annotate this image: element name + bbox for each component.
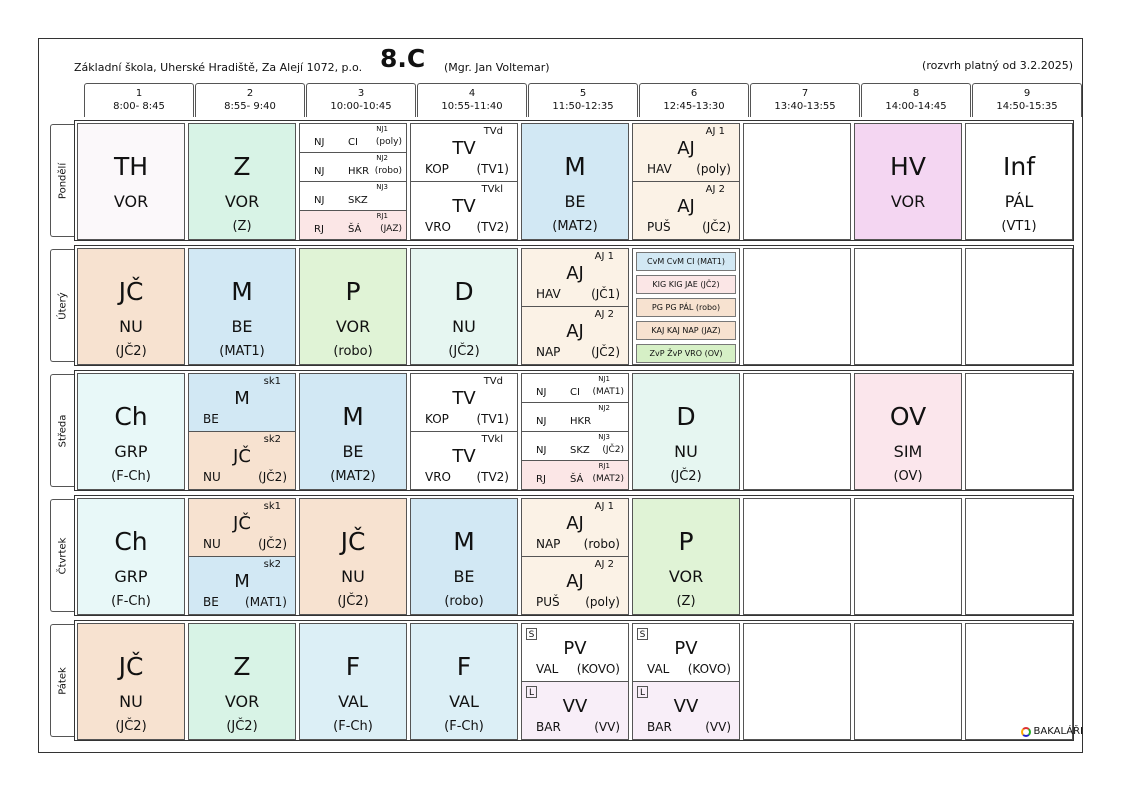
lesson-subject: AJ [566,321,584,342]
lesson-teacher: NAP [536,537,561,551]
week-mark: S [526,628,537,640]
lesson-room: (Z) [232,219,252,234]
lesson-room: (JČ2) [258,470,287,484]
lesson-cell[interactable] [632,373,740,490]
lesson-cell[interactable] [188,123,296,240]
lesson-cell[interactable] [299,248,407,365]
lesson-cell[interactable] [521,248,629,365]
group-lesson[interactable] [522,249,628,307]
lesson-teacher: VOR [113,192,149,211]
week-mark: L [637,686,648,698]
lesson-teacher: VOR [668,567,704,586]
lesson-teacher: VRO [425,470,451,484]
group-lesson[interactable] [522,499,628,557]
group-lesson[interactable] [633,682,739,740]
lesson-room: (JČ2) [226,719,258,734]
lesson-room: (JČ2) [115,344,147,359]
optional-lesson[interactable]: ZvP ŽvP VRO (OV) [636,344,736,363]
lesson-subject: AJ [566,263,584,284]
lesson-teacher: BAR [536,720,561,734]
lesson-room: (MAT1) [219,344,265,359]
lesson-subject: NJ [536,416,547,427]
lesson-subject: NJ [314,166,325,177]
lesson-subject: M [453,527,475,556]
period-8 [861,83,971,117]
lesson-subject: AJ [566,513,584,534]
group-lesson[interactable] [522,432,628,461]
day-frame [74,370,1074,491]
lesson-teacher: NU [341,567,365,586]
lesson-group: RJ1 [598,462,610,470]
bakalari-logo [1021,726,1083,737]
lesson-cell[interactable] [299,498,407,615]
lesson-teacher: NU [452,317,476,336]
lesson-subject: Inf [1002,152,1036,181]
lesson-teacher: KOP [425,162,449,176]
lesson-subject: D [676,402,696,431]
lesson-subject: NJ [314,137,325,148]
lesson-cell[interactable] [299,373,407,490]
lesson-cell[interactable] [188,373,296,490]
lesson-teacher: CI [348,137,358,148]
empty-slot [854,248,962,365]
class-name: 8.C [380,44,426,73]
lesson-subject: VV [673,696,699,717]
group-lesson[interactable] [300,124,406,153]
lesson-cell[interactable] [632,248,740,365]
lesson-cell[interactable] [632,623,740,740]
day-label [50,124,74,237]
lesson-subject: D [454,277,474,306]
group-lesson[interactable] [522,403,628,432]
lesson-cell[interactable] [521,123,629,240]
lesson-teacher: PUŠ [647,220,671,234]
lesson-teacher: CI [570,387,580,398]
lesson-teacher: BE [203,412,219,426]
period-number: 6 [690,88,698,99]
optional-lesson[interactable]: CvM CvM CI (MAT1) [636,252,736,271]
logo-text: BAKALÁŘI [1033,726,1083,737]
day-name: Pondělí [57,162,68,199]
lesson-subject: JČ [233,446,251,467]
lesson-teacher: HKR [348,166,370,177]
lesson-room: (TV1) [476,162,509,176]
lesson-subject: AJ [566,571,584,592]
lesson-subject: P [345,277,361,306]
lesson-subject: Z [233,652,251,681]
lesson-room: (OV) [893,469,923,484]
lesson-room: (robo) [333,344,373,359]
empty-slot [965,248,1073,365]
week-mark: S [637,628,648,640]
empty-slot [743,123,851,240]
period-time: 11:50-12:35 [552,101,614,112]
lesson-teacher: BAR [647,720,672,734]
empty-slot [965,373,1073,490]
lesson-subject: TV [452,138,476,159]
group-lesson[interactable] [522,682,628,740]
group-lesson[interactable] [522,461,628,490]
lesson-room: (F-Ch) [333,719,373,734]
lesson-cell[interactable] [299,123,407,240]
lesson-room: (VV) [594,720,620,734]
lesson-room: (JČ2) [591,345,620,359]
optional-lesson[interactable]: KIG KIG JAE (JČ2) [636,275,736,294]
empty-slot [854,498,962,615]
period-time: 12:45-13:30 [663,101,725,112]
lesson-subject: RJ [314,224,324,235]
lesson-room: (Z) [676,594,696,609]
day-name: Středa [57,414,68,447]
group-lesson[interactable] [522,624,628,682]
group-lesson[interactable] [633,182,739,240]
logo-icon [1021,727,1031,737]
lesson-room: (TV2) [476,470,509,484]
lesson-teacher: BE [342,442,364,461]
lesson-teacher: BE [564,192,586,211]
lesson-teacher: BE [231,317,253,336]
lesson-subject: Z [233,152,251,181]
group-lesson[interactable] [522,557,628,615]
lesson-subject: RJ [536,474,546,485]
group-lesson[interactable] [189,499,295,557]
lesson-room: (F-Ch) [111,594,151,609]
group-lesson[interactable] [633,624,739,682]
lesson-teacher: VAL [449,692,479,711]
lesson-subject: JČ [118,652,144,681]
lesson-subject: AJ [677,196,695,217]
day-row-5 [50,620,1074,741]
period-time: 10:55-11:40 [441,101,503,112]
lesson-subject: M [564,152,586,181]
empty-slot [965,498,1073,615]
lesson-room: (JČ2) [602,445,624,455]
period-number: 5 [579,88,587,99]
lesson-subject: Ch [114,402,148,431]
group-lesson[interactable] [189,432,295,490]
lesson-teacher: VOR [890,192,926,211]
lesson-teacher: ŠÁ [348,224,362,235]
lesson-cell[interactable] [77,623,185,740]
lesson-group: sk1 [263,376,281,387]
empty-slot [743,373,851,490]
lesson-teacher: SKZ [570,445,590,456]
lesson-subject: TV [452,388,476,409]
period-5 [528,83,638,117]
group-lesson[interactable] [189,557,295,615]
lesson-group: NJ1 [598,375,610,383]
lesson-subject: M [231,277,253,306]
lesson-cell[interactable] [521,623,629,740]
period-2 [195,83,305,117]
lesson-subject: TV [452,196,476,217]
period-9 [972,83,1082,117]
lesson-room: (poly) [696,162,731,176]
lesson-teacher: ŠÁ [570,474,584,485]
period-number: 2 [246,88,254,99]
period-1 [84,83,194,117]
lesson-subject: M [234,388,250,409]
lesson-room: (JČ1) [591,287,620,301]
day-name: Čtvrtek [57,537,68,574]
lesson-group: NJ3 [376,183,388,191]
lesson-teacher: NU [119,692,143,711]
lesson-teacher: BE [203,595,219,609]
lesson-room: (F-Ch) [111,469,151,484]
lesson-cell[interactable] [188,248,296,365]
validity-note: (rozvrh platný od 3.2.2025) [922,59,1073,72]
lesson-teacher: GRP [114,567,148,586]
lesson-subject: OV [889,402,927,431]
lesson-cell[interactable] [854,123,962,240]
lesson-subject: VV [562,696,588,717]
lesson-room: (MAT2) [552,219,598,234]
period-time: 8:55- 9:40 [224,101,276,112]
lesson-teacher: GRP [114,442,148,461]
lesson-room: (MAT1) [592,387,624,397]
lesson-teacher: PUŠ [536,595,560,609]
lesson-group: TVd [483,126,503,137]
lesson-room: (poly) [585,595,620,609]
lesson-cell[interactable] [410,248,518,365]
period-number: 1 [135,88,143,99]
lesson-cell[interactable] [632,498,740,615]
school-name: Základní škola, Uherské Hradiště, Za Alejí 1072, p.o. [74,61,363,74]
lesson-cell[interactable] [77,123,185,240]
period-number: 9 [1023,88,1031,99]
day-frame [74,620,1074,741]
lesson-teacher: VAL [536,662,559,676]
lesson-room: (JČ2) [448,344,480,359]
lesson-cell[interactable] [188,623,296,740]
lesson-cell[interactable] [77,373,185,490]
lesson-subject: PV [674,638,698,659]
lesson-room: (TV1) [476,412,509,426]
lesson-subject: P [678,527,694,556]
lesson-cell[interactable] [410,123,518,240]
lesson-subject: JČ [340,527,366,556]
day-label [50,374,74,487]
lesson-subject: TV [452,446,476,467]
empty-slot [743,498,851,615]
lesson-room: (JČ2) [258,537,287,551]
lesson-room: (robo) [583,537,620,551]
lesson-teacher: SKZ [348,195,368,206]
group-lesson[interactable] [189,374,295,432]
lesson-room: (MAT1) [245,595,287,609]
lesson-group: NJ2 [598,404,610,412]
lesson-group: AJ 1 [594,501,614,512]
period-number: 4 [468,88,476,99]
lesson-group: AJ 2 [594,559,614,570]
lesson-teacher: VAL [647,662,670,676]
lesson-subject: NJ [536,445,547,456]
week-mark: L [526,686,537,698]
lesson-teacher: HAV [647,162,672,176]
lesson-group: RJ1 [376,212,388,220]
group-lesson[interactable] [300,182,406,211]
lesson-subject: M [342,402,364,431]
lesson-room: (JČ2) [115,719,147,734]
group-lesson[interactable] [411,374,517,432]
lesson-room: (F-Ch) [444,719,484,734]
day-row-2 [50,245,1074,366]
lesson-teacher: VOR [224,192,260,211]
period-time: 14:00-14:45 [885,101,947,112]
period-time: 13:40-13:55 [774,101,836,112]
lesson-teacher: SIM [893,442,923,461]
lesson-group: sk1 [263,501,281,512]
period-4 [417,83,527,117]
lesson-cell[interactable] [521,498,629,615]
lesson-subject: HV [890,152,926,181]
lesson-teacher: HKR [570,416,592,427]
group-lesson[interactable] [522,307,628,365]
period-6 [639,83,749,117]
lesson-group: sk2 [263,434,281,445]
group-lesson[interactable] [300,211,406,240]
lesson-subject: AJ [677,138,695,159]
period-7 [750,83,860,117]
lesson-room: (MAT2) [330,469,376,484]
lesson-room: (robo) [444,594,484,609]
day-name: Úterý [57,291,68,320]
lesson-group: TVkl [481,434,503,445]
lesson-room: (robo) [374,166,402,176]
empty-slot [854,623,962,740]
lesson-cell[interactable] [965,123,1073,240]
period-time: 8:00- 8:45 [113,101,165,112]
group-lesson[interactable] [633,124,739,182]
period-number: 7 [801,88,809,99]
lesson-subject: M [234,571,250,592]
lesson-room: (poly) [375,137,402,147]
lesson-teacher: VRO [425,220,451,234]
lesson-subject: JČ [233,513,251,534]
lesson-cell[interactable] [188,498,296,615]
lesson-cell[interactable] [410,373,518,490]
lesson-subject: JČ [118,277,144,306]
day-label [50,249,74,362]
lesson-teacher: KOP [425,412,449,426]
lesson-teacher: VOR [224,692,260,711]
period-time: 14:50-15:35 [996,101,1058,112]
lesson-cell[interactable] [77,248,185,365]
lesson-group: TVd [483,376,503,387]
lesson-group: NJ2 [376,154,388,162]
lesson-room: (JČ2) [337,594,369,609]
day-row-1 [50,120,1074,241]
lesson-teacher: VOR [335,317,371,336]
day-row-4 [50,495,1074,616]
lesson-room: (VT1) [1001,219,1037,234]
lesson-group: AJ 2 [705,184,725,195]
lesson-subject: PV [563,638,587,659]
lesson-teacher: NAP [536,345,561,359]
lesson-cell[interactable] [410,623,518,740]
lesson-subject: F [456,652,472,681]
lesson-room: (JČ2) [702,220,731,234]
group-lesson[interactable] [522,374,628,403]
lesson-teacher: NU [674,442,698,461]
period-number: 3 [357,88,365,99]
day-label [50,624,74,737]
lesson-room: (JAZ) [380,224,402,234]
period-3 [306,83,416,117]
lesson-room: (MAT2) [592,474,624,484]
period-time: 10:00-10:45 [330,101,392,112]
day-name: Pátek [57,666,68,695]
lesson-subject: NJ [314,195,325,206]
lesson-teacher: NU [203,470,221,484]
lesson-cell[interactable] [854,373,962,490]
lesson-group: sk2 [263,559,281,570]
lesson-group: NJ3 [598,433,610,441]
lesson-teacher: HAV [536,287,561,301]
day-frame [74,245,1074,366]
lesson-cell[interactable] [77,498,185,615]
group-lesson[interactable] [411,432,517,490]
lesson-room: (KOVO) [576,662,620,676]
group-lesson[interactable] [411,124,517,182]
lesson-room: (JČ2) [670,469,702,484]
lesson-cell[interactable] [410,498,518,615]
lesson-group: TVkl [481,184,503,195]
day-frame [74,495,1074,616]
lesson-subject: TH [113,152,149,181]
lesson-group: NJ1 [376,125,388,133]
lesson-cell[interactable] [521,373,629,490]
day-frame [74,120,1074,241]
lesson-teacher: VAL [338,692,368,711]
lesson-subject: Ch [114,527,148,556]
lesson-group: AJ 1 [705,126,725,137]
lesson-teacher: BE [453,567,475,586]
lesson-cell[interactable] [299,623,407,740]
lesson-subject: NJ [536,387,547,398]
lesson-teacher: NU [119,317,143,336]
lesson-teacher: PÁL [1004,192,1034,211]
lesson-room: (KOVO) [687,662,731,676]
empty-slot [965,623,1073,740]
period-number: 8 [912,88,920,99]
optional-lesson[interactable]: PG PG PÁL (robo) [636,298,736,317]
day-row-3 [50,370,1074,491]
class-teacher: (Mgr. Jan Voltemar) [444,61,550,74]
lesson-group: AJ 2 [594,309,614,320]
empty-slot [743,248,851,365]
lesson-group: AJ 1 [594,251,614,262]
lesson-room: (TV2) [476,220,509,234]
group-lesson[interactable] [411,182,517,240]
lesson-subject: F [345,652,361,681]
optional-lesson[interactable]: KAJ KAJ NAP (JAZ) [636,321,736,340]
group-lesson[interactable] [300,153,406,182]
lesson-room: (VV) [705,720,731,734]
day-label [50,499,74,612]
empty-slot [743,623,851,740]
lesson-teacher: NU [203,537,221,551]
lesson-cell[interactable] [632,123,740,240]
